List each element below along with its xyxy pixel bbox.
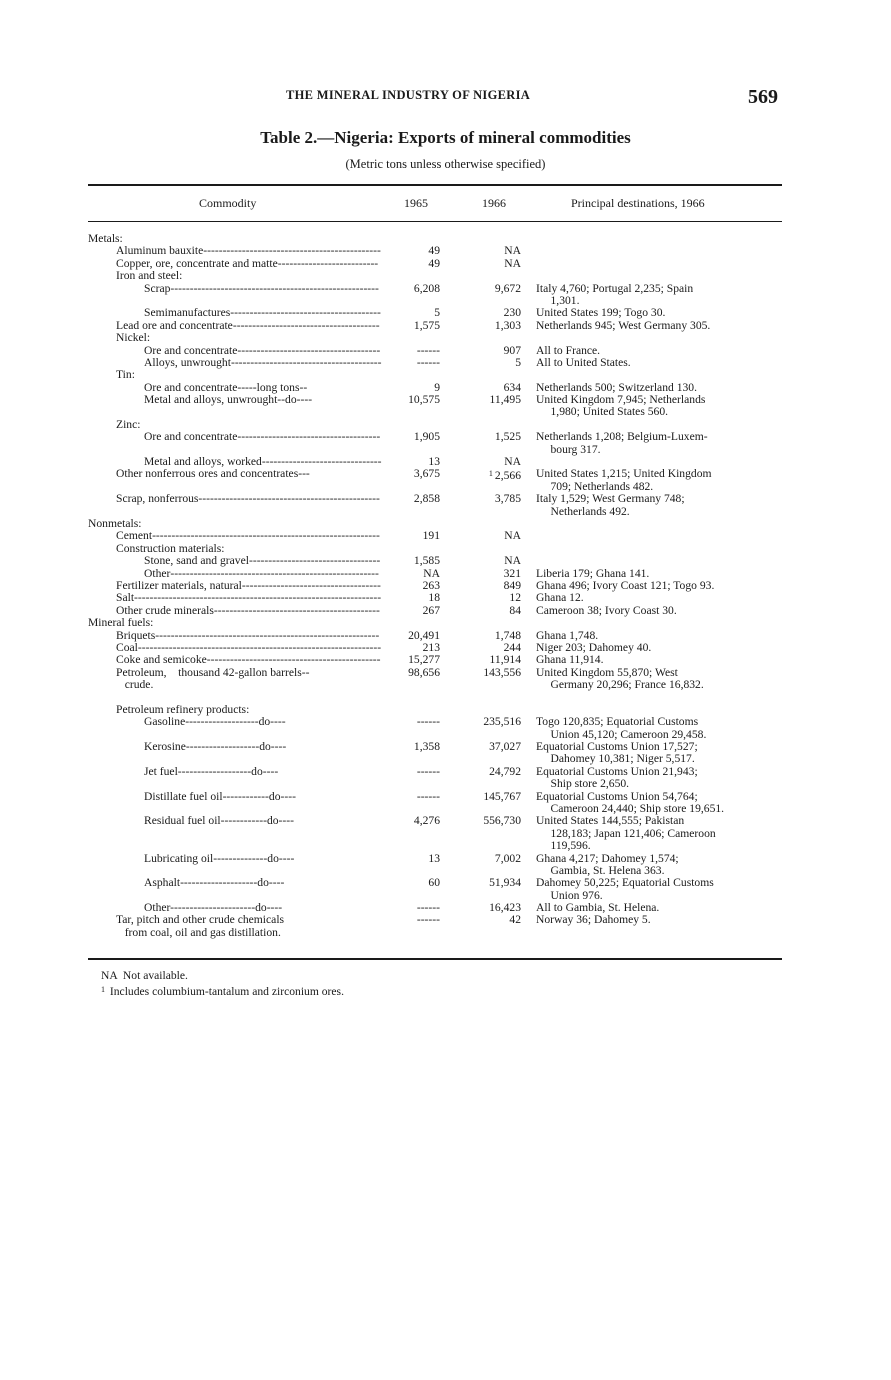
running-head: THE MINERAL INDUSTRY OF NIGERIA bbox=[286, 88, 531, 102]
table-row bbox=[0, 877, 891, 889]
value-1965: 1,585 bbox=[413, 554, 440, 568]
dot-leader: ---------------------------------------------------------------- bbox=[134, 591, 382, 605]
commodity-label: Kerosine-------------------do---- bbox=[144, 740, 287, 754]
value-1966: 145,767 bbox=[483, 789, 521, 803]
footnote-marker: 1 bbox=[101, 984, 105, 994]
commodity-label: Salt bbox=[116, 591, 135, 605]
table-row bbox=[0, 245, 891, 257]
table-row bbox=[0, 803, 891, 815]
destination-text: Netherlands 1,208; Belgium-Luxem- bbox=[536, 430, 708, 444]
destination-text: 709; Netherlands 482. bbox=[536, 479, 654, 493]
table-row bbox=[0, 716, 891, 728]
value-1965: 267 bbox=[422, 603, 440, 617]
table-row bbox=[0, 382, 891, 394]
table-row bbox=[0, 369, 891, 381]
value-1966: 230 bbox=[503, 306, 521, 320]
value-1965: 18 bbox=[428, 591, 440, 605]
value-1965: ------ bbox=[416, 913, 440, 927]
value-1966: NA bbox=[504, 554, 521, 568]
destination-text: Ghana 1,748. bbox=[536, 628, 599, 642]
commodity-label: Ore and concentrate bbox=[144, 343, 238, 357]
table-row bbox=[0, 791, 891, 803]
table-row bbox=[0, 444, 891, 456]
value-1965: 13 bbox=[428, 455, 440, 469]
value-1966: NA bbox=[504, 529, 521, 543]
dot-leader: ------------------------------------ bbox=[241, 578, 381, 592]
table-row bbox=[0, 815, 891, 827]
dot-leader: ----------------------------------------------- bbox=[198, 492, 380, 506]
table-row bbox=[0, 927, 891, 939]
commodity-label: Petroleum, thousand 42-gallon barrels-- bbox=[116, 665, 310, 679]
table-row bbox=[0, 307, 891, 319]
value-1965: 15,277 bbox=[408, 653, 440, 667]
value-1966: 11,495 bbox=[489, 393, 521, 407]
destination-text: Gambia, St. Helena 363. bbox=[536, 863, 665, 877]
value-1966: 634 bbox=[503, 380, 521, 394]
destination-text: United States 199; Togo 30. bbox=[536, 306, 666, 320]
value-1965: 49 bbox=[428, 256, 440, 270]
value-1966: 5 bbox=[515, 355, 521, 369]
destination-text: Equatorial Customs Union 17,527; bbox=[536, 740, 698, 754]
value-1966: 11,914 bbox=[489, 653, 521, 667]
table-row bbox=[0, 406, 891, 418]
commodity-label: Scrap bbox=[144, 281, 171, 295]
destination-text: Togo 120,835; Equatorial Customs bbox=[536, 715, 699, 729]
commodity-label: Other crude minerals bbox=[116, 603, 214, 617]
destination-text: Niger 203; Dahomey 40. bbox=[536, 640, 652, 654]
value-1966: NA bbox=[504, 455, 521, 469]
table-row bbox=[0, 729, 891, 741]
value-1965: ------ bbox=[416, 343, 440, 357]
table-row bbox=[0, 555, 891, 567]
value-1966: NA bbox=[504, 256, 521, 270]
table-row bbox=[0, 332, 891, 344]
destination-text: Cameroon 38; Ivory Coast 30. bbox=[536, 603, 677, 617]
commodity-label: Asphalt--------------------do---- bbox=[144, 876, 285, 890]
commodity-label: Distillate fuel oil------------do---- bbox=[144, 789, 296, 803]
table-row bbox=[0, 890, 891, 902]
commodity-label: Iron and steel: bbox=[116, 269, 183, 283]
value-1966: 16,423 bbox=[489, 901, 521, 915]
value-1965: 263 bbox=[422, 578, 440, 592]
commodity-label: Other----------------------do---- bbox=[144, 901, 283, 915]
destination-text: Ship store 2,650. bbox=[536, 777, 630, 791]
commodity-label: Ore and concentrate bbox=[144, 430, 238, 444]
footnote-text: Includes columbium-tantalum and zirconium ores. bbox=[107, 984, 344, 998]
value-1965: 60 bbox=[428, 876, 440, 890]
value-1965: 1,575 bbox=[413, 318, 440, 332]
table-row bbox=[0, 431, 891, 443]
dot-leader: --------------------------------------------------------------- bbox=[137, 640, 382, 654]
destination-text: 1,301. bbox=[536, 293, 580, 307]
column-header-destinations: Principal destinations, 1966 bbox=[571, 196, 705, 210]
table-row bbox=[0, 419, 891, 431]
dot-leader: ------------------------------------------- bbox=[213, 603, 380, 617]
commodity-label: Briquets bbox=[116, 628, 156, 642]
destination-text: United States 1,215; United Kingdom bbox=[536, 467, 712, 481]
value-1966: 7,002 bbox=[494, 851, 521, 865]
table-row bbox=[0, 295, 891, 307]
dot-leader: -------------------------------------- bbox=[232, 318, 380, 332]
commodity-label: Aluminum bauxite bbox=[116, 244, 204, 258]
destination-text: bourg 317. bbox=[536, 442, 601, 456]
destination-text: Norway 36; Dahomey 5. bbox=[536, 913, 651, 927]
destination-text: 119,596. bbox=[536, 839, 591, 853]
value-1966: 907 bbox=[503, 343, 521, 357]
column-header-1965: 1965 bbox=[404, 196, 428, 210]
commodity-label: Tar, pitch and other crude chemicals bbox=[116, 913, 285, 927]
table-row bbox=[0, 853, 891, 865]
destination-text: Netherlands 500; Switzerland 130. bbox=[536, 380, 697, 394]
table-row bbox=[0, 691, 891, 703]
footnote-text: NA Not available. bbox=[101, 969, 188, 982]
table-row bbox=[0, 530, 891, 542]
table-top-rule bbox=[88, 184, 782, 186]
commodity-label: Lead ore and concentrate bbox=[116, 318, 233, 332]
value-1966: 12 bbox=[509, 591, 521, 605]
value-1966: 1,303 bbox=[494, 318, 521, 332]
footnote bbox=[101, 983, 344, 999]
table-row bbox=[0, 679, 891, 691]
value-1965: ------ bbox=[416, 901, 440, 915]
value-1966: 244 bbox=[503, 640, 521, 654]
commodity-label: Mineral fuels: bbox=[88, 616, 154, 630]
destination-text: Germany 20,296; France 16,832. bbox=[536, 678, 704, 692]
commodity-label: Coal bbox=[116, 640, 138, 654]
value-1965: 10,575 bbox=[408, 393, 440, 407]
value-1965: 3,675 bbox=[413, 467, 440, 481]
value-1965: ------ bbox=[416, 764, 440, 778]
table-row bbox=[0, 865, 891, 877]
table-row bbox=[0, 543, 891, 555]
value-1965: 98,656 bbox=[408, 665, 440, 679]
destination-text: Ghana 11,914. bbox=[536, 653, 604, 667]
commodity-label: Residual fuel oil------------do---- bbox=[144, 814, 294, 828]
destination-text: Netherlands 492. bbox=[536, 504, 630, 518]
commodity-label: Ore and concentrate-----long tons-- bbox=[144, 380, 308, 394]
destination-text: 128,183; Japan 121,406; Cameroon bbox=[536, 826, 716, 840]
destination-text: Netherlands 945; West Germany 305. bbox=[536, 318, 711, 332]
commodity-label: Alloys, unwrought bbox=[144, 355, 231, 369]
destination-text: Italy 1,529; West Germany 748; bbox=[536, 492, 685, 506]
destination-text: United Kingdom 55,870; West bbox=[536, 665, 678, 679]
dot-leader: ---------------------------------------------------------- bbox=[155, 628, 380, 642]
value-1965: 20,491 bbox=[408, 628, 440, 642]
commodity-label: Gasoline-------------------do---- bbox=[144, 715, 286, 729]
table-row bbox=[0, 394, 891, 406]
table-row bbox=[0, 617, 891, 629]
dot-leader: ------------------------------------- bbox=[237, 430, 381, 444]
value-1966: 51,934 bbox=[489, 876, 521, 890]
column-header-commodity: Commodity bbox=[199, 196, 257, 210]
value-1965: 4,276 bbox=[413, 814, 440, 828]
commodity-label: Nickel: bbox=[116, 331, 151, 345]
table-bottom-rule bbox=[88, 958, 782, 960]
commodity-label: Scrap, nonferrous bbox=[116, 492, 199, 506]
value-1965: 5 bbox=[434, 306, 440, 320]
commodity-label: Zinc: bbox=[116, 417, 141, 431]
value-1965: 2,858 bbox=[413, 492, 440, 506]
value-1965: ------ bbox=[416, 789, 440, 803]
destination-text: All to Gambia, St. Helena. bbox=[536, 901, 660, 915]
commodity-label: Metal and alloys, unwrought--do---- bbox=[144, 393, 313, 407]
value-1965: ------ bbox=[416, 715, 440, 729]
dot-leader: ---------------------------------------------- bbox=[203, 244, 381, 258]
commodity-label: Copper, ore, concentrate and matte bbox=[116, 256, 278, 270]
table-row bbox=[0, 654, 891, 666]
commodity-label: Metal and alloys, worked bbox=[144, 455, 262, 469]
value-1966: 9,672 bbox=[494, 281, 521, 295]
table-row bbox=[0, 493, 891, 505]
page-number: 569 bbox=[748, 86, 778, 108]
value-1966: 1,525 bbox=[494, 430, 521, 444]
destination-text: All to France. bbox=[536, 343, 601, 357]
value-1966: 37,027 bbox=[489, 740, 521, 754]
commodity-label: Other nonferrous ores and concentrates--- bbox=[116, 467, 310, 481]
table-row bbox=[0, 467, 891, 483]
value-1965: 9 bbox=[434, 380, 440, 394]
value-1965: 49 bbox=[428, 244, 440, 258]
value-1965: 1,905 bbox=[413, 430, 440, 444]
value-1966: 321 bbox=[503, 566, 521, 580]
commodity-label: crude. bbox=[116, 678, 154, 692]
destination-text: Cameroon 24,440; Ship store 19,651. bbox=[536, 801, 725, 815]
dot-leader: --------------------------------------------- bbox=[206, 653, 381, 667]
commodity-label: Semimanufactures bbox=[144, 306, 231, 320]
destination-text: Ghana 496; Ivory Coast 121; Togo 93. bbox=[536, 578, 715, 592]
value-1966: 3,785 bbox=[494, 492, 521, 506]
value-1966: NA bbox=[504, 244, 521, 258]
commodity-label: Tin: bbox=[116, 368, 135, 382]
value-1965: 13 bbox=[428, 851, 440, 865]
table-row bbox=[0, 753, 891, 765]
table-row bbox=[0, 704, 891, 716]
value-1966: 849 bbox=[503, 578, 521, 592]
dot-leader: -------------------------- bbox=[277, 256, 379, 270]
table-row bbox=[0, 828, 891, 840]
value-1966: 143,556 bbox=[483, 665, 521, 679]
commodity-label: from coal, oil and gas distillation. bbox=[116, 925, 281, 939]
dot-leader: ---------------------------------- bbox=[248, 554, 381, 568]
table-body bbox=[0, 233, 891, 939]
dot-leader: ------------------------------------- bbox=[237, 343, 381, 357]
table-row bbox=[0, 840, 891, 852]
destination-text: 1,980; United States 560. bbox=[536, 405, 669, 419]
footnote-marker: 1 bbox=[488, 469, 493, 479]
footnotes bbox=[101, 969, 344, 998]
destination-text: Union 976. bbox=[536, 888, 603, 902]
column-header-1966: 1966 bbox=[482, 196, 506, 210]
dot-leader: ------------------------------- bbox=[261, 455, 382, 469]
value-1965: NA bbox=[423, 566, 440, 580]
table-row bbox=[0, 741, 891, 753]
table-row bbox=[0, 270, 891, 282]
value-1966: 24,792 bbox=[489, 764, 521, 778]
value-1965: 1,358 bbox=[413, 740, 440, 754]
destination-text: United Kingdom 7,945; Netherlands bbox=[536, 393, 706, 407]
destination-text: United States 144,555; Pakistan bbox=[536, 814, 685, 828]
value-1966: 84 bbox=[509, 603, 521, 617]
table-subtitle: (Metric tons unless otherwise specified) bbox=[345, 157, 546, 171]
value-text: 2,566 bbox=[494, 469, 521, 483]
dot-leader: --------------------------------------- bbox=[230, 355, 382, 369]
commodity-label: Petroleum refinery products: bbox=[116, 702, 250, 716]
footnote bbox=[101, 969, 344, 983]
commodity-label: Nonmetals: bbox=[88, 516, 142, 530]
destination-text: Equatorial Customs Union 54,764; bbox=[536, 789, 698, 803]
dot-leader: ------------------------------------------------------ bbox=[170, 566, 379, 580]
value-1966: 42 bbox=[509, 913, 521, 927]
commodity-label: Fertilizer materials, natural bbox=[116, 578, 242, 592]
table-row bbox=[0, 766, 891, 778]
value-1965: 191 bbox=[422, 529, 440, 543]
commodity-label: Coke and semicoke bbox=[116, 653, 207, 667]
commodity-label: Jet fuel-------------------do---- bbox=[144, 764, 279, 778]
destination-text: Equatorial Customs Union 21,943; bbox=[536, 764, 698, 778]
destination-text: Dahomey 50,225; Equatorial Customs bbox=[536, 876, 714, 890]
commodity-label: Metals: bbox=[88, 232, 123, 245]
value-1966: 235,516 bbox=[483, 715, 521, 729]
dot-leader: ----------------------------------------------------------- bbox=[152, 529, 380, 543]
destination-text: Ghana 4,217; Dahomey 1,574; bbox=[536, 851, 679, 865]
table-header-rule bbox=[88, 221, 782, 222]
destination-text: Union 45,120; Cameroon 29,458. bbox=[536, 727, 707, 741]
destination-text: All to United States. bbox=[536, 355, 631, 369]
commodity-label: Stone, sand and gravel bbox=[144, 554, 249, 568]
table-row bbox=[0, 283, 891, 295]
value-1965: 213 bbox=[422, 640, 440, 654]
destination-text: Ghana 12. bbox=[536, 591, 584, 605]
destination-text: Dahomey 10,381; Niger 5,517. bbox=[536, 752, 695, 766]
value-1966: 1,748 bbox=[494, 628, 521, 642]
value-1966: 556,730 bbox=[483, 814, 521, 828]
destination-text: Liberia 179; Ghana 141. bbox=[536, 566, 650, 580]
commodity-label: Cement bbox=[116, 529, 153, 543]
commodity-label: Other bbox=[144, 566, 171, 580]
table-title: Table 2.—Nigeria: Exports of mineral commodities bbox=[260, 128, 631, 147]
value-1965: ------ bbox=[416, 355, 440, 369]
table-row bbox=[0, 345, 891, 357]
commodity-label: Construction materials: bbox=[116, 541, 225, 555]
dot-leader: ------------------------------------------------------ bbox=[170, 281, 379, 295]
table-row bbox=[0, 778, 891, 790]
dot-leader: --------------------------------------- bbox=[230, 306, 381, 320]
commodity-label: Lubricating oil--------------do---- bbox=[144, 851, 295, 865]
destination-text: Italy 4,760; Portugal 2,235; Spain bbox=[536, 281, 694, 295]
table-row bbox=[0, 592, 891, 604]
value-1965: 6,208 bbox=[413, 281, 440, 295]
